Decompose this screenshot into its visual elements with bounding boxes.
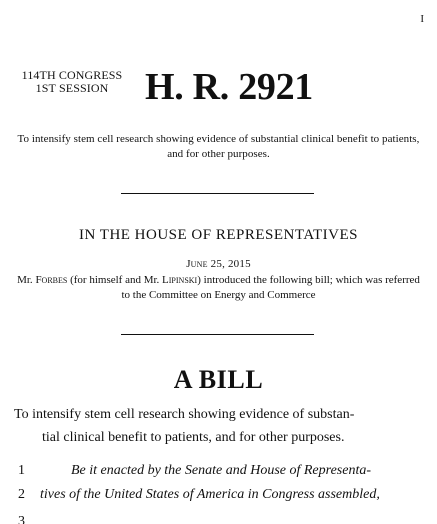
- bill-line: [18, 483, 428, 507]
- bill-number: H. R. 2921: [145, 66, 314, 108]
- bill-line: [18, 459, 428, 483]
- introduction-action: ) introduced the following bill; which was referred to the Committee on Energy and Commerce: [121, 274, 420, 301]
- enacting-clause-line-2: tives of the United States of America in Congress assembled,: [40, 487, 380, 502]
- top-divider: [121, 193, 314, 194]
- cosponsor-intro: (for himself and Mr.: [67, 274, 163, 286]
- line-number: 2: [18, 487, 25, 502]
- bill-text: [18, 459, 428, 507]
- enacting-clause-line-1: Be it enacted by the Senate and House of Representa-: [71, 463, 371, 478]
- chamber-heading: IN THE HOUSE OF REPRESENTATIVES: [78, 227, 359, 243]
- introduction-text: [16, 273, 421, 303]
- long-title: [14, 403, 423, 449]
- line-number: 1: [18, 463, 25, 478]
- cosponsor-name: Lipinski: [162, 274, 198, 286]
- congress-session-block: [13, 69, 131, 95]
- congress-suffix: TH: [39, 68, 56, 82]
- short-purpose: To intensify stem cell research showing evidence of substantial clinical benefit to patients, and for other purposes.: [17, 133, 420, 160]
- introduction-date: June 25, 2015: [186, 258, 251, 270]
- session-suffix: ST: [41, 81, 56, 95]
- bill-type-heading: A BILL: [173, 365, 264, 394]
- congress-label: CONGRESS: [58, 68, 123, 82]
- sponsor-name: Forbes: [35, 274, 68, 286]
- session-line: [13, 82, 131, 95]
- long-title-line: tial clinical benefit to patients, and for other purposes.: [42, 430, 345, 445]
- long-title-line: To intensify stem cell research showing evidence of substan-: [14, 407, 355, 422]
- congress-number: 114: [21, 68, 40, 82]
- page-number: I: [420, 13, 424, 25]
- bottom-divider: [121, 334, 314, 335]
- sponsor-prefix: Mr.: [17, 274, 36, 286]
- session-label: SESSION: [59, 81, 109, 95]
- line-number-3-partial: 3: [18, 515, 25, 524]
- session-number: 1: [35, 81, 42, 95]
